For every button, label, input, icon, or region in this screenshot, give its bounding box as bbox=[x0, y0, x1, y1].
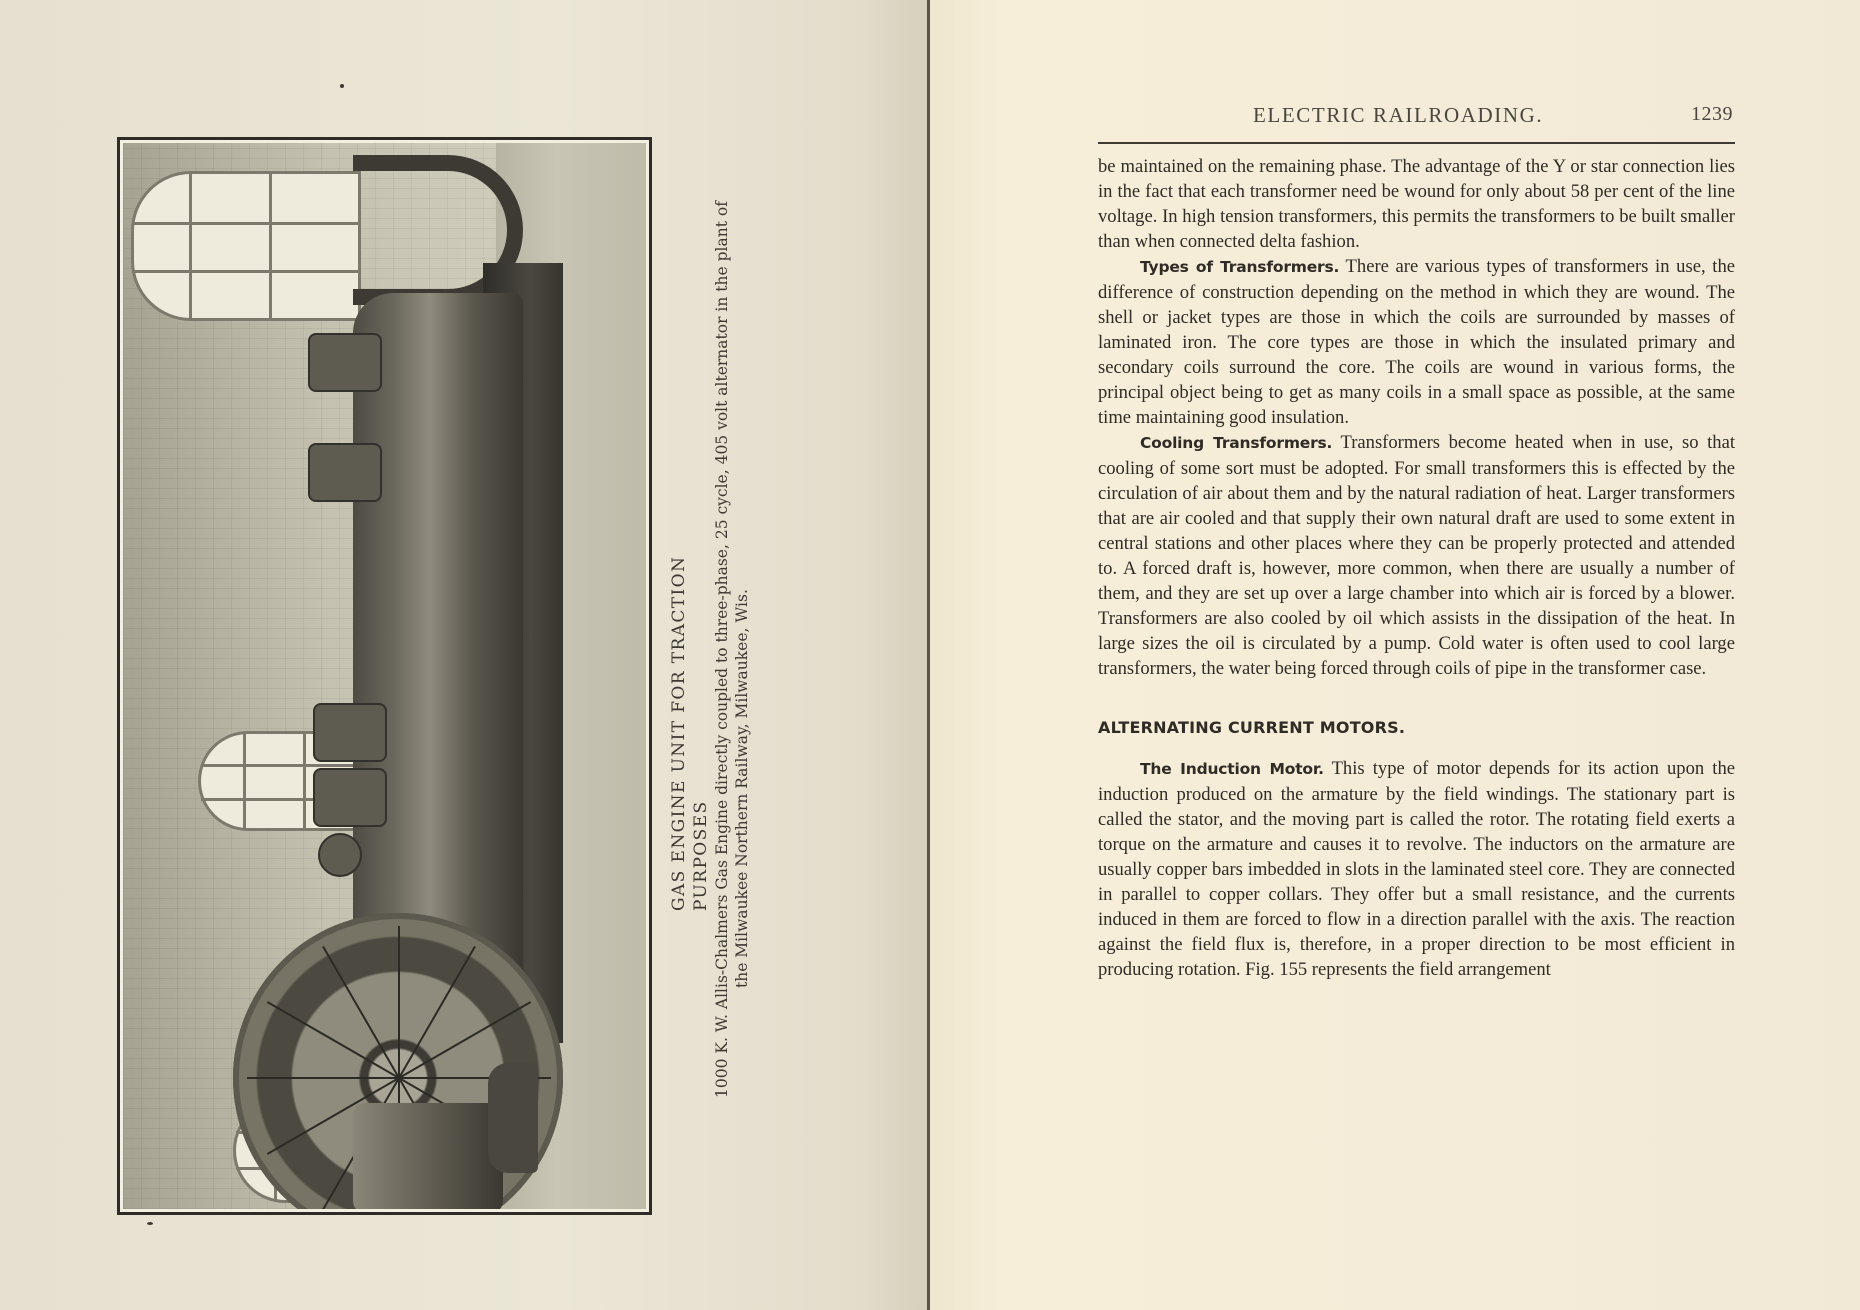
plate-photograph bbox=[117, 137, 652, 1215]
left-page bbox=[0, 0, 929, 1310]
photo-valve-wheel bbox=[318, 833, 362, 877]
photo-cylinder-head bbox=[313, 768, 387, 827]
run-in-heading: Types of Transformers. bbox=[1140, 258, 1340, 276]
engine-room-photo bbox=[123, 143, 646, 1209]
photo-window-top bbox=[131, 171, 361, 321]
caption-line-2: the Milwaukee Northern Railway, Milwaukee, Wis. bbox=[733, 589, 751, 988]
running-head bbox=[1098, 103, 1735, 133]
paragraph bbox=[1098, 756, 1735, 982]
paragraph-text: There are various types of transformers in use, the difference of construction depending on the method in which they are wound. The shell or jacket types are those in which the coils are surrounded by masses of laminated iron. The core types are those in which the insulated primary and secondary coils surround the core. The coils are wound in various forms, the principal object being to get as many coils in a small space as possible, at the same time maintaining good insulation. bbox=[1098, 256, 1735, 428]
run-in-heading: Cooling Transformers. bbox=[1140, 434, 1333, 452]
body-text bbox=[1098, 154, 1735, 982]
paragraph bbox=[1098, 154, 1735, 254]
paragraph-text: be maintained on the remaining phase. The advantage of the Y or star connection lies in the fact that each transformer need be wound for only about 58 per cent of the line voltage. In high tension transformers, this permits the transformers to be built smaller than when connected delta fashion. bbox=[1098, 156, 1735, 252]
photo-engine-body bbox=[353, 293, 523, 1013]
header-rule bbox=[1098, 142, 1735, 144]
paragraph-text: Transformers become heated when in use, so that cooling of some sort must be adopted. For small transformers this is effected by the circulation of air about them and by the natural radiation of heat. Larger transformers that are air cooled and that supply their own natural draft are used to some extent in central stations and other places where they can be properly protected and attended to. A forced draft is, however, more common, when there are usually a number of them, and they are set up over a large chamber into which air is forced by a blower. Transformers are also cooled by oil which assists in the dissipation of the heat. In large sizes the oil is circulated by a pump. Cold water is often used to cool large transformers, the water being forced through coils of pipe in the transformer case. bbox=[1098, 432, 1735, 679]
photo-cylinder-head bbox=[308, 333, 382, 392]
ink-speck bbox=[147, 1222, 153, 1225]
section-heading: ALTERNATING CURRENT MOTORS. bbox=[1098, 718, 1406, 737]
caption-line-1: 1000 K. W. Allis-Chalmers Gas Engine directly coupled to three-phase, 25 cycle, 405 volt alternator in the plant of bbox=[713, 201, 731, 1098]
ink-speck bbox=[340, 84, 344, 88]
paragraph bbox=[1098, 254, 1735, 430]
running-title: ELECTRIC RAILROADING. bbox=[1253, 103, 1544, 127]
paragraph-text: This type of motor depends for its action upon the induction produced on the armature by the field windings. The stationary part is called the stator, and the moving part is called the rotor. The rotating field exerts a torque on the armature and causes it to revolve. The inductors on the armature are usually copper bars imbedded in slots in the laminated steel core. They are connected in parallel to copper collars. They offer but a small resistance, and the currents induced in them are forced to flow in a direction parallel with the axis. The reaction against the field flux is, therefore, in a proper direction to be most efficient in producing rotation. Fig. 155 represents the field arrangement bbox=[1098, 758, 1735, 980]
caption-title: GAS ENGINE UNIT FOR TRACTION PURPOSES bbox=[669, 555, 711, 911]
photo-standing-figure bbox=[488, 1063, 538, 1173]
plate-caption bbox=[668, 201, 752, 1098]
photo-cylinder-head bbox=[308, 443, 382, 502]
paragraph bbox=[1098, 430, 1735, 681]
page-number: 1239 bbox=[1691, 103, 1733, 125]
run-in-heading: The Induction Motor. bbox=[1140, 760, 1324, 778]
photo-cylinder-head bbox=[313, 703, 387, 762]
photo-outboard-bearing bbox=[353, 1103, 503, 1209]
